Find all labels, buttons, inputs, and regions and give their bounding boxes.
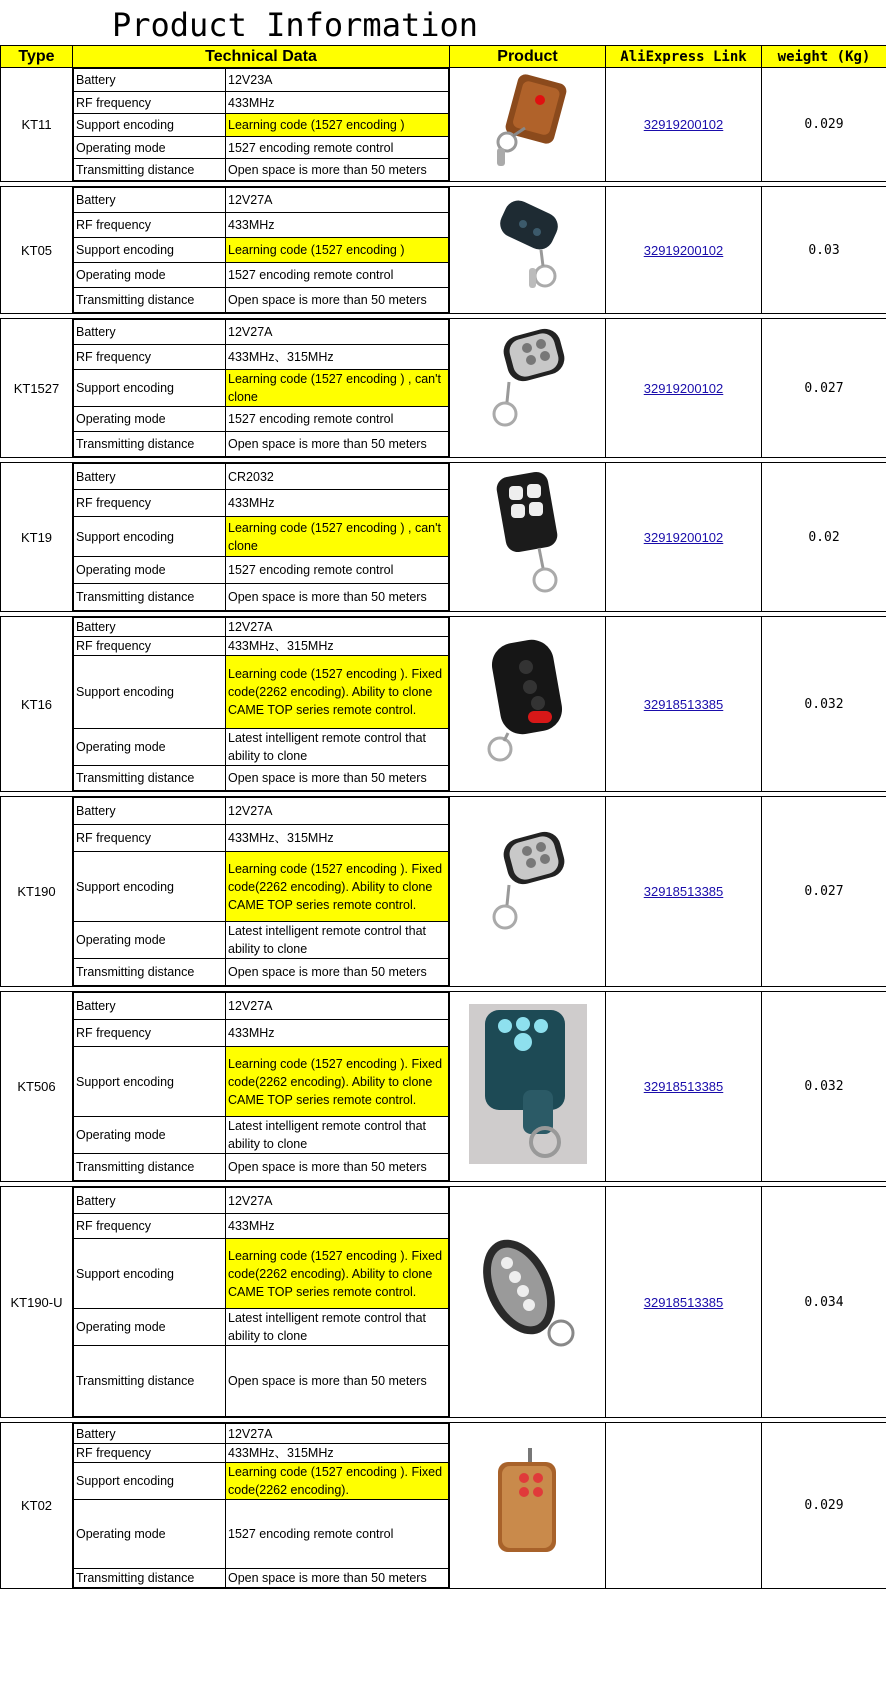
- product-image: [450, 1423, 606, 1589]
- spec-value: Open space is more than 50 meters: [226, 1154, 449, 1181]
- spec-label: Operating mode: [74, 137, 226, 159]
- spec-value: Open space is more than 50 meters: [226, 288, 449, 313]
- aliexpress-link-cell: [606, 797, 762, 987]
- remote-kt19-icon: [450, 470, 605, 605]
- product-weight: 0.029: [762, 68, 886, 182]
- spec-row: [74, 213, 449, 238]
- spec-label: Battery: [74, 993, 226, 1020]
- product-table: [0, 45, 886, 1589]
- header-row: [1, 46, 886, 68]
- spec-label: Battery: [74, 69, 226, 92]
- spec-value: Learning code (1527 encoding ) , can't clone: [226, 370, 449, 407]
- spec-value: 1527 encoding remote control: [226, 557, 449, 584]
- aliexpress-link[interactable]: 32919200102: [643, 529, 724, 545]
- spec-value: Open space is more than 50 meters: [226, 584, 449, 611]
- spec-label: Operating mode: [74, 1117, 226, 1154]
- header-weight: weight (Kg): [762, 46, 886, 68]
- product-weight: 0.034: [762, 1187, 886, 1418]
- spec-row: [74, 464, 449, 490]
- spec-label: Operating mode: [74, 1500, 226, 1569]
- spec-label: RF frequency: [74, 1214, 226, 1239]
- spec-value: Open space is more than 50 meters: [226, 159, 449, 181]
- spec-label: Transmitting distance: [74, 959, 226, 986]
- product-image: [450, 617, 606, 792]
- product-weight: 0.03: [762, 187, 886, 314]
- spec-row: [74, 1309, 449, 1346]
- spec-label: Battery: [74, 798, 226, 825]
- spec-value: 1527 encoding remote control: [226, 263, 449, 288]
- spec-label: Transmitting distance: [74, 288, 226, 313]
- product-type: KT190: [1, 797, 73, 987]
- aliexpress-link[interactable]: 32918513385: [643, 1079, 724, 1094]
- spec-value: Learning code (1527 encoding ). Fixed code(2262 encoding). Ability to clone CAME TOP series remote control.: [226, 1239, 449, 1309]
- spec-label: Transmitting distance: [74, 1569, 226, 1588]
- spec-value: Learning code (1527 encoding ): [226, 238, 449, 263]
- spec-value: 433MHz、315MHz: [226, 825, 449, 852]
- spec-label: Transmitting distance: [74, 766, 226, 791]
- spec-label: Operating mode: [74, 263, 226, 288]
- spec-value: Open space is more than 50 meters: [226, 766, 449, 791]
- product-row: [1, 1187, 886, 1418]
- product-row: [1, 68, 886, 182]
- spec-label: RF frequency: [74, 1444, 226, 1463]
- aliexpress-link[interactable]: 32918513385: [643, 1294, 724, 1310]
- product-weight: 0.029: [762, 1423, 886, 1589]
- product-row: [1, 319, 886, 458]
- spec-value: Learning code (1527 encoding ). Fixed code(2262 encoding). Ability to clone CAME TOP series remote control.: [226, 852, 449, 922]
- product-weight: 0.032: [762, 992, 886, 1182]
- product-weight: 0.027: [762, 319, 886, 458]
- spec-row: [74, 1239, 449, 1309]
- spec-value: 12V27A: [226, 618, 449, 637]
- spec-row: [74, 1047, 449, 1117]
- spec-label: Battery: [74, 464, 226, 490]
- remote-kt11-icon: [450, 72, 605, 177]
- spec-value: Learning code (1527 encoding ): [226, 114, 449, 137]
- spec-label: Support encoding: [74, 1047, 226, 1117]
- product-row: [1, 463, 886, 612]
- spec-row: [74, 1346, 449, 1417]
- remote-kt506-icon: [450, 1004, 605, 1169]
- product-type: KT11: [1, 68, 73, 182]
- technical-data: [73, 463, 450, 612]
- spec-label: RF frequency: [74, 345, 226, 370]
- product-type: KT190-U: [1, 1187, 73, 1418]
- product-type: KT506: [1, 992, 73, 1182]
- aliexpress-link-cell: [606, 187, 762, 314]
- product-type: KT02: [1, 1423, 73, 1589]
- spec-label: Transmitting distance: [74, 1154, 226, 1181]
- spec-label: Operating mode: [74, 729, 226, 766]
- spec-label: Battery: [74, 1188, 226, 1214]
- spec-value: Open space is more than 50 meters: [226, 959, 449, 986]
- aliexpress-link-cell: [606, 992, 762, 1182]
- spec-label: RF frequency: [74, 92, 226, 114]
- spec-label: Transmitting distance: [74, 1346, 226, 1417]
- spec-label: Battery: [74, 320, 226, 345]
- aliexpress-link[interactable]: 32919200102: [643, 380, 724, 396]
- spec-row: [74, 1117, 449, 1154]
- spec-row: [74, 637, 449, 656]
- remote-kt16-icon: [450, 637, 605, 772]
- spec-row: [74, 557, 449, 584]
- spec-label: Operating mode: [74, 557, 226, 584]
- spec-value: Latest intelligent remote control that ability to clone: [226, 1117, 449, 1154]
- spec-row: [74, 1188, 449, 1214]
- spec-row: [74, 159, 449, 181]
- spec-row: [74, 114, 449, 137]
- aliexpress-link-cell: [606, 68, 762, 182]
- product-image: [450, 319, 606, 458]
- spec-row: [74, 1154, 449, 1181]
- spec-value: 12V23A: [226, 69, 449, 92]
- remote-kt02-icon: [450, 1448, 605, 1563]
- product-type: KT19: [1, 463, 73, 612]
- spec-label: RF frequency: [74, 490, 226, 517]
- spec-label: Support encoding: [74, 1463, 226, 1500]
- spec-label: Battery: [74, 188, 226, 213]
- spec-value: 433MHz: [226, 1214, 449, 1239]
- spec-row: [74, 1444, 449, 1463]
- spec-label: Support encoding: [74, 370, 226, 407]
- spec-label: Transmitting distance: [74, 159, 226, 181]
- product-image: [450, 463, 606, 612]
- spec-label: Support encoding: [74, 238, 226, 263]
- spec-label: RF frequency: [74, 1020, 226, 1047]
- spec-row: [74, 238, 449, 263]
- aliexpress-link[interactable]: 32919200102: [643, 242, 724, 258]
- spec-value: Learning code (1527 encoding ). Fixed code(2262 encoding). Ability to clone CAME TOP series remote control.: [226, 1047, 449, 1117]
- spec-value: Open space is more than 50 meters: [226, 1346, 449, 1417]
- spec-row: [74, 798, 449, 825]
- spec-row: [74, 729, 449, 766]
- spec-value: Learning code (1527 encoding ) , can't clone: [226, 517, 449, 557]
- spec-value: Open space is more than 50 meters: [226, 432, 449, 457]
- product-image: [450, 68, 606, 182]
- page-title: Product Information: [111, 6, 479, 44]
- spec-value: CR2032: [226, 464, 449, 490]
- spec-label: RF frequency: [74, 637, 226, 656]
- spec-row: [74, 69, 449, 92]
- spec-label: Battery: [74, 1424, 226, 1444]
- technical-data: [73, 992, 450, 1182]
- spec-row: [74, 188, 449, 213]
- aliexpress-link-cell: [606, 319, 762, 458]
- spec-value: 433MHz、315MHz: [226, 345, 449, 370]
- spec-row: [74, 766, 449, 791]
- spec-label: Support encoding: [74, 1239, 226, 1309]
- product-row: [1, 797, 886, 987]
- spec-row: [74, 288, 449, 313]
- spec-label: Operating mode: [74, 1309, 226, 1346]
- remote-kt1527-icon: [450, 326, 605, 451]
- product-type: KT1527: [1, 319, 73, 458]
- spec-row: [74, 137, 449, 159]
- technical-data: [73, 1187, 450, 1418]
- spec-label: Support encoding: [74, 852, 226, 922]
- spec-label: Transmitting distance: [74, 584, 226, 611]
- technical-data: [73, 68, 450, 182]
- header-type: Type: [1, 46, 73, 68]
- spec-row: [74, 959, 449, 986]
- spec-row: [74, 432, 449, 457]
- spec-label: Battery: [74, 618, 226, 637]
- spec-value: 1527 encoding remote control: [226, 407, 449, 432]
- spec-row: [74, 92, 449, 114]
- header-tech: Technical Data: [73, 46, 450, 68]
- spec-row: [74, 1020, 449, 1047]
- remote-kt05-icon: [450, 198, 605, 303]
- product-image: [450, 992, 606, 1182]
- product-weight: 0.032: [762, 617, 886, 792]
- spec-row: [74, 1214, 449, 1239]
- technical-data: [73, 187, 450, 314]
- spec-value: 12V27A: [226, 1424, 449, 1444]
- spec-row: [74, 407, 449, 432]
- spec-value: 433MHz: [226, 1020, 449, 1047]
- spec-label: RF frequency: [74, 825, 226, 852]
- product-type: KT16: [1, 617, 73, 792]
- aliexpress-link-cell: [606, 1423, 762, 1589]
- product-image: [450, 187, 606, 314]
- product-image: [450, 1187, 606, 1418]
- aliexpress-link-cell: [606, 617, 762, 792]
- spec-value: 12V27A: [226, 188, 449, 213]
- spec-row: [74, 345, 449, 370]
- spec-label: Support encoding: [74, 656, 226, 729]
- spec-row: [74, 922, 449, 959]
- spec-row: [74, 1500, 449, 1569]
- spec-row: [74, 584, 449, 611]
- spec-row: [74, 517, 449, 557]
- spec-row: [74, 490, 449, 517]
- product-weight: 0.02: [762, 463, 886, 612]
- spec-row: [74, 370, 449, 407]
- spec-value: Learning code (1527 encoding ). Fixed code(2262 encoding).: [226, 1463, 449, 1500]
- spec-label: Operating mode: [74, 407, 226, 432]
- technical-data: [73, 617, 450, 792]
- technical-data: [73, 319, 450, 458]
- aliexpress-link[interactable]: 32918513385: [643, 884, 724, 899]
- spec-label: RF frequency: [74, 213, 226, 238]
- header-product: Product: [450, 46, 606, 68]
- spec-row: [74, 320, 449, 345]
- aliexpress-link[interactable]: 32919200102: [643, 117, 724, 132]
- spec-label: Operating mode: [74, 922, 226, 959]
- spec-value: Latest intelligent remote control that ability to clone: [226, 729, 449, 766]
- spec-value: 12V27A: [226, 320, 449, 345]
- spec-value: 433MHz、315MHz: [226, 1444, 449, 1463]
- spec-value: Latest intelligent remote control that ability to clone: [226, 1309, 449, 1346]
- spec-label: Support encoding: [74, 114, 226, 137]
- product-weight: 0.027: [762, 797, 886, 987]
- product-image: [450, 797, 606, 987]
- spec-value: Latest intelligent remote control that ability to clone: [226, 922, 449, 959]
- spec-value: 1527 encoding remote control: [226, 1500, 449, 1569]
- spec-row: [74, 993, 449, 1020]
- spec-value: 433MHz: [226, 92, 449, 114]
- spec-value: 12V27A: [226, 1188, 449, 1214]
- spec-row: [74, 263, 449, 288]
- aliexpress-link[interactable]: 32918513385: [643, 696, 724, 712]
- spec-row: [74, 852, 449, 922]
- aliexpress-link-cell: [606, 1187, 762, 1418]
- technical-data: [73, 1423, 450, 1589]
- spec-value: 433MHz: [226, 490, 449, 517]
- spec-row: [74, 1424, 449, 1444]
- spec-value: 12V27A: [226, 798, 449, 825]
- spec-value: Open space is more than 50 meters: [226, 1569, 449, 1588]
- product-row: [1, 1423, 886, 1589]
- spec-row: [74, 656, 449, 729]
- header-link: AliExpress Link: [606, 46, 762, 68]
- spec-value: Learning code (1527 encoding ). Fixed code(2262 encoding). Ability to clone CAME TOP series remote control.: [226, 656, 449, 729]
- spec-value: 12V27A: [226, 993, 449, 1020]
- technical-data: [73, 797, 450, 987]
- spec-label: Support encoding: [74, 517, 226, 557]
- aliexpress-link-cell: [606, 463, 762, 612]
- spec-value: 433MHz、315MHz: [226, 637, 449, 656]
- product-type: KT05: [1, 187, 73, 314]
- remote-kt190u-icon: [450, 1235, 605, 1370]
- product-row: [1, 992, 886, 1182]
- product-row: [1, 187, 886, 314]
- remote-kt190-icon: [450, 829, 605, 954]
- spec-value: 1527 encoding remote control: [226, 137, 449, 159]
- spec-row: [74, 618, 449, 637]
- spec-row: [74, 825, 449, 852]
- spec-row: [74, 1463, 449, 1500]
- spec-label: Transmitting distance: [74, 432, 226, 457]
- product-row: [1, 617, 886, 792]
- spec-value: 433MHz: [226, 213, 449, 238]
- spec-row: [74, 1569, 449, 1588]
